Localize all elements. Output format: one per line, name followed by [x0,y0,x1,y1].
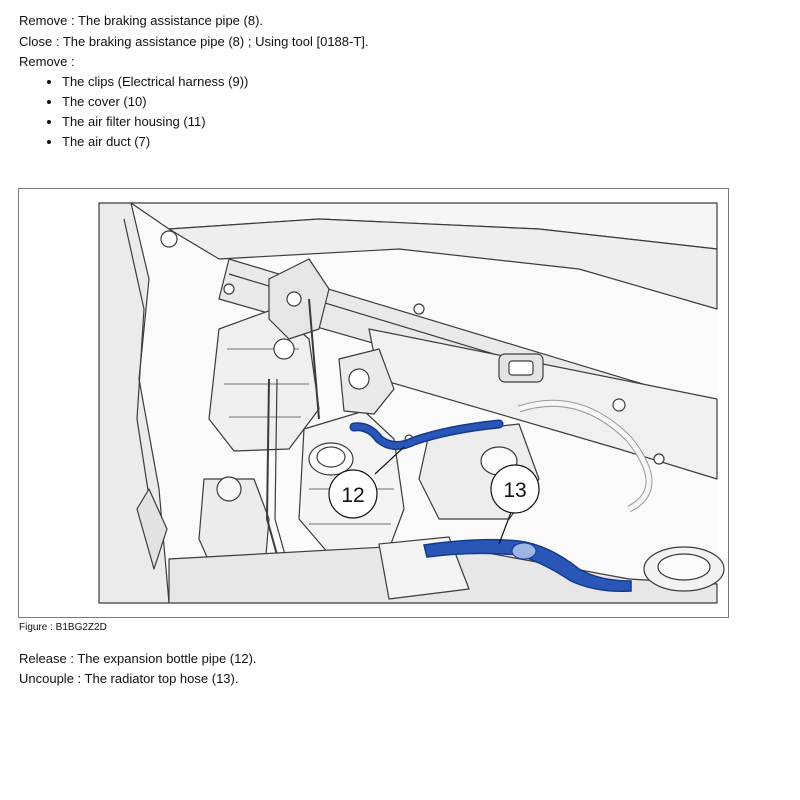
figure-caption: Figure : B1BG2Z2D [19,622,107,633]
action-label: Release [19,651,67,666]
callout-13-label: 13 [503,479,527,502]
action-label: Remove [19,13,68,28]
engine-bay-illustration [19,189,728,617]
list-item: • The clips (Electrical harness (9)) [62,72,248,92]
instruction-text: The radiator top hose (13). [84,671,239,686]
instruction-close-braking-pipe: Close : The braking assistance pipe (8) ; Using tool [0188-T]. [19,34,369,49]
instruction-text: The braking assistance pipe (8) ; Using tool [0188-T]. [62,34,369,49]
list-item: • The air filter housing (11) [62,112,248,132]
list-item: • The air duct (7) [62,132,248,152]
instruction-uncouple-radiator-hose: Uncouple : The radiator top hose (13). [19,671,239,686]
list-item: • The cover (10) [62,92,248,112]
remove-items-list [42,72,248,152]
action-label: Close [19,34,53,49]
instruction-remove-braking-pipe: Remove : The braking assistance pipe (8). [19,13,264,28]
callout-12-label: 12 [341,484,365,507]
action-label: Remove [19,54,68,69]
instruction-remove-heading: Remove : [19,54,75,69]
instruction-release-expansion-pipe: Release : The expansion bottle pipe (12). [19,651,257,666]
engine-bay-figure [18,188,729,618]
action-label: Uncouple [19,671,74,686]
instruction-text: The expansion bottle pipe (12). [77,651,257,666]
instruction-text: The braking assistance pipe (8). [78,13,264,28]
